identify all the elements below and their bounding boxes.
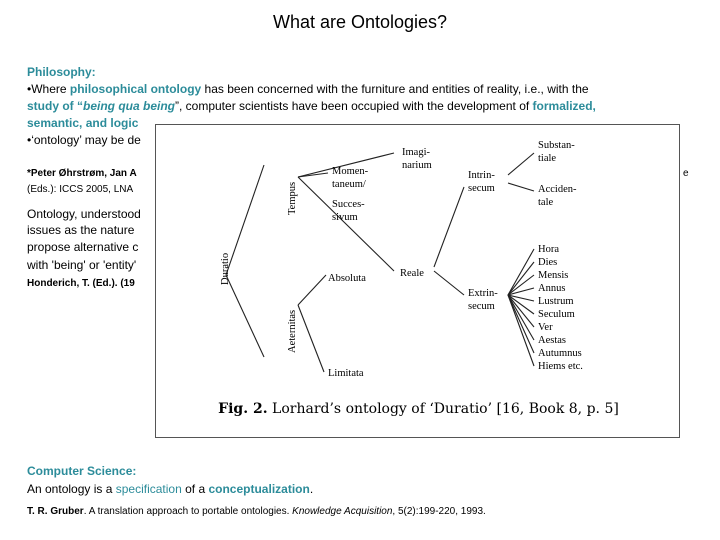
edge-duratio-tempus <box>226 165 264 275</box>
node-autumnus: Autumnus <box>538 348 582 359</box>
ontology-para-line-3: propose alternative c <box>27 240 139 254</box>
term-study-of: study of “ <box>27 99 83 113</box>
node-limitata: Limitata <box>328 368 364 379</box>
node-intrinsecum-2: secum <box>468 183 495 194</box>
bullet-text: •Where <box>27 82 70 96</box>
def-text: of a <box>181 482 209 496</box>
node-momentaneum-1: Momen- <box>332 166 369 177</box>
edge-aeternitas-absoluta <box>298 275 326 305</box>
term-specification: specification <box>115 482 182 496</box>
node-reale: Reale <box>400 268 424 279</box>
edge-intrinsecum-accidentale <box>508 183 534 191</box>
edge-reale-extrinsecum <box>434 271 464 295</box>
node-aeternitas: Aeternitas <box>287 309 298 353</box>
term-formalized: formalized, <box>532 99 596 113</box>
node-imaginarium-1: Imagi- <box>402 147 430 158</box>
node-mensis: Mensis <box>538 270 569 281</box>
node-accidentale-2: tale <box>538 197 554 208</box>
philosophy-line-2 <box>27 98 596 115</box>
line-text: has been concerned with the furniture and entities of reality, i.e., with the <box>201 82 589 96</box>
def-text: . <box>309 482 314 496</box>
citation-ohrstrom: *Peter Øhrstrøm, Jan A <box>27 168 137 179</box>
ontology-para-line-1: Ontology, understood <box>27 207 141 221</box>
cite-author: T. R. Gruber <box>27 506 84 517</box>
citation-honderich: Honderich, T. (Ed.). (19 <box>27 278 135 289</box>
edge-extrinsecum-hora <box>508 249 534 295</box>
node-imaginarium-2: narium <box>402 160 432 171</box>
node-substantiale-1: Substan- <box>538 140 575 151</box>
node-successivum-1: Succes- <box>332 199 365 210</box>
edge-extrinsecum-autumnus <box>508 295 534 353</box>
edge-aeternitas-limitata <box>298 305 324 372</box>
node-momentaneum-2: taneum/ <box>332 179 366 190</box>
philosophy-line-4: •‘ontology’ may be de <box>27 133 141 147</box>
line-text: ”, computer scientists have been occupied with the development of <box>175 99 533 113</box>
term-philosophical-ontology: philosophical ontology <box>69 82 202 96</box>
node-extrinsecum-1: Extrin- <box>468 288 498 299</box>
cite-title: . A translation approach to portable ontologies. <box>83 506 293 517</box>
node-extrinsecum-2: secum <box>468 301 495 312</box>
node-absoluta: Absoluta <box>328 273 366 284</box>
edge-extrinsecum-hiems <box>508 295 534 366</box>
cs-heading: Computer Science: <box>27 464 137 478</box>
edge-intrinsecum-substantiale <box>508 153 534 175</box>
cite-journal: Knowledge Acquisition <box>292 506 393 517</box>
ontology-para-line-4: with 'being' or 'entity' <box>27 258 137 272</box>
philosophy-heading: Philosophy: <box>27 65 96 79</box>
ontology-para-line-2: issues as the nature <box>27 223 135 237</box>
edge-extrinsecum-aestas <box>508 295 534 340</box>
figure-caption <box>156 401 681 417</box>
node-duratio: Duratio <box>220 252 231 285</box>
citation-gruber <box>27 503 486 520</box>
node-hiems: Hiems etc. <box>538 361 583 372</box>
node-annus: Annus <box>538 283 566 294</box>
node-intrinsecum-1: Intrin- <box>468 170 495 181</box>
citation-iccs: (Eds.): ICCS 2005, LNA <box>27 184 134 195</box>
term-being-qua-being: being qua being <box>83 99 175 113</box>
node-substantiale-2: tiale <box>538 153 557 164</box>
node-dies: Dies <box>538 257 558 268</box>
cite-rest: , 5(2):199-220, 1993. <box>392 506 486 517</box>
citation-tail: e <box>683 168 689 179</box>
node-seculum: Seculum <box>538 309 575 320</box>
node-accidentale-1: Acciden- <box>538 184 577 195</box>
tree-diagram <box>156 125 681 401</box>
figure-caption-label: Fig. 2. <box>218 401 268 417</box>
philosophy-line-3: semantic, and logic <box>27 116 139 130</box>
node-successivum-2: sivum <box>332 212 358 223</box>
term-conceptualization: conceptualization <box>208 482 310 496</box>
philosophy-line-1 <box>27 81 589 98</box>
node-hora: Hora <box>538 244 559 255</box>
node-ver: Ver <box>538 322 553 333</box>
figure-duratio-tree <box>155 124 680 438</box>
node-lustrum: Lustrum <box>538 296 574 307</box>
figure-caption-text: Lorhard’s ontology of ‘Duratio’ [16, Book 8, p. 5] <box>267 401 619 417</box>
edge-duratio-aeternitas <box>226 275 264 357</box>
node-tempus: Tempus <box>287 181 298 215</box>
cs-definition <box>27 481 313 498</box>
page-title: What are Ontologies? <box>272 12 448 32</box>
edge-tempus-reale <box>298 177 394 271</box>
node-aestas: Aestas <box>538 335 566 346</box>
def-text: An ontology is a <box>27 482 116 496</box>
edge-reale-intrinsecum <box>434 187 464 267</box>
